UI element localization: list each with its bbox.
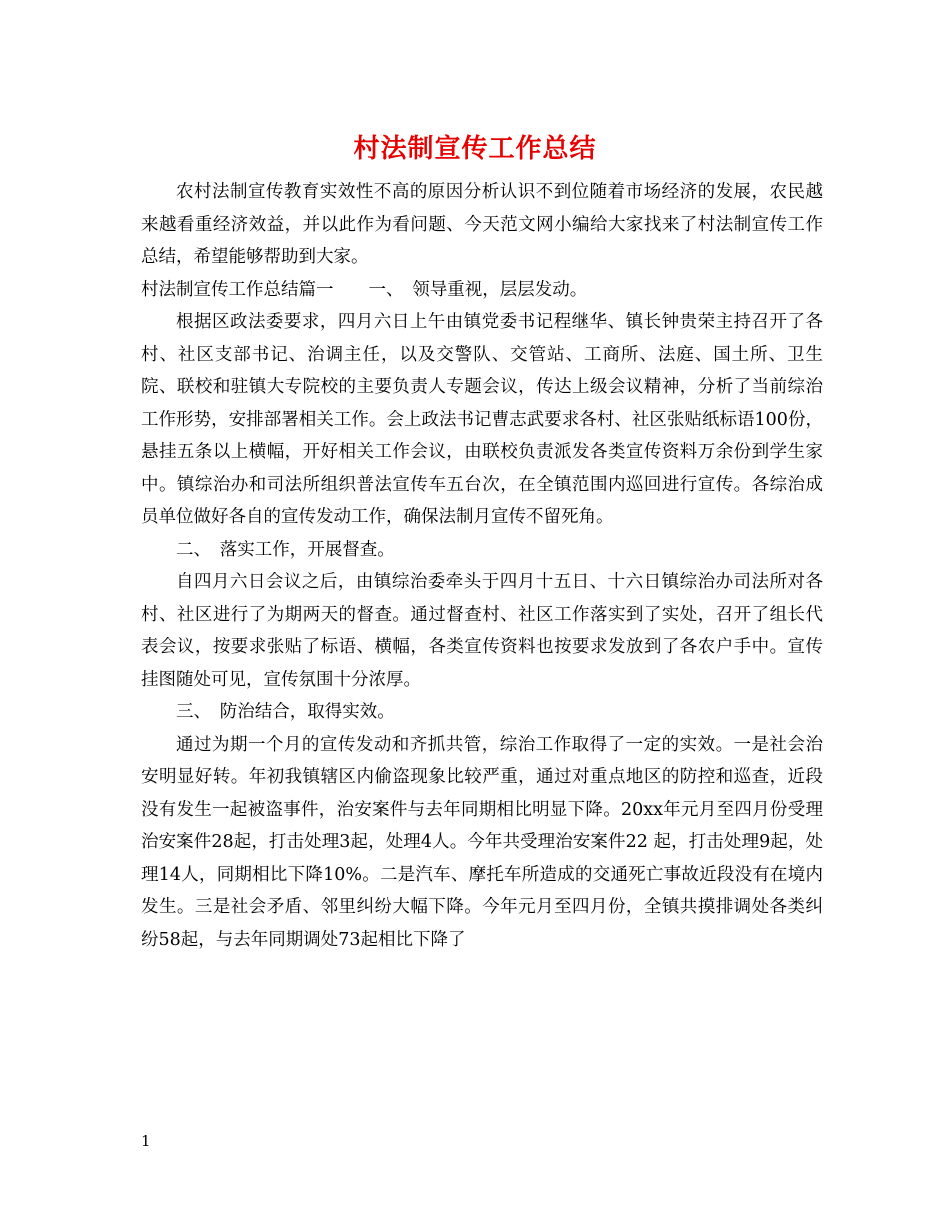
section-heading-3: 三、 防治结合，取得实效。 [176,702,395,722]
body-paragraph: 通过为期一个月的宣传发动和齐抓共管，综治工作取得了一定的实效。一是社会治安明显好转。年初我镇辖区内偷盗现象比较严重，通过对重点地区的防控和巡查，近段没有发生一起被盗事件，治安案件与去年同期相比明显下降。20xx年元月至四月份受理治安案件28起，打击处理3起，处理4人。今年共受理治安案件22 起，打击处理9起，处理14人，同期相比下降10%。二是汽车、摩托车所造成的交通死亡事故近段没有在境内发生。三是社会矛盾、邻里纠纷大幅下降。今年元月至四月份，全镇共摸排调处各类纠纷58起，与去年同期调处73起相比下降了 [141,734,823,950]
section-heading-2: 二、 落实工作，开展督查。 [176,539,395,560]
document-body [141,176,823,956]
section-heading-1: 村法制宣传工作总结篇一 一、 领导重视，层层发动。 [141,279,588,300]
body-paragraph: 根据区政法委要求，四月六日上午由镇党委书记程继华、镇长钟贵荣主持召开了各村、社区支部书记、治调主任，以及交警队、交管站、工商所、法庭、国土所、卫生院、联校和驻镇大专院校的主要负责人专题会议，传达上级会议精神，分析了当前综治工作形势，安排部署相关工作。会上政法书记曹志武要求各村、社区张贴纸标语100份，悬挂五条以上横幅，开好相关工作会议，由联校负责派发各类宣传资料万余份到学生家中。镇综治办和司法所组织普法宣传车五台次，在全镇范围内巡回进行宣传。各综治成员单位做好各自的宣传发动工作，确保法制月宣传不留死角。 [141,312,823,527]
page-number: 1 [141,1132,151,1150]
document-title: 村法制宣传工作总结 [353,134,597,164]
body-paragraph: 自四月六日会议之后，由镇综治委牵头于四月十五日、十六日镇综治办司法所对各村、社区进行了为期两天的督查。通过督查村、社区工作落实到了实处，召开了组长代表会议，按要求张贴了标语、横幅，各类宣传资料也按要求发放到了各农户手中。宣传挂图随处可见，宣传氛围十分浓厚。 [141,572,823,690]
intro-paragraph: 农村法制宣传教育实效性不高的原因分析认识不到位随着市场经济的发展，农民越来越看重经济效益，并以此作为看问题、今天范文网小编给大家找来了村法制宣传工作总结，希望能够帮助到大家。 [141,182,823,267]
